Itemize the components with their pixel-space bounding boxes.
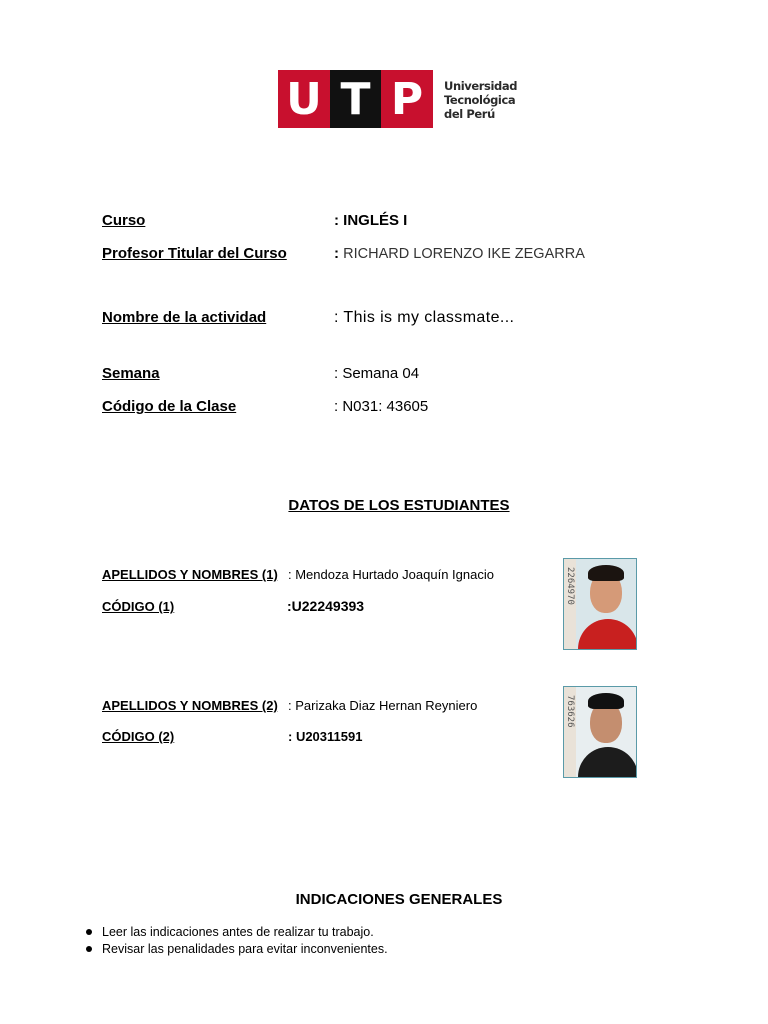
student-2-photo-shirt (578, 747, 637, 778)
student-1-photo-hair (588, 565, 624, 581)
class-code-label: Código de la Clase (102, 398, 237, 415)
instructions-list (86, 924, 388, 958)
bullet-dot-icon (86, 929, 92, 935)
students-section-title: DATOS DE LOS ESTUDIANTES (288, 497, 510, 514)
teacher-label: Profesor Titular del Curso (102, 245, 287, 262)
student-1-name-value: : Mendoza Hurtado Joaquín Ignacio (288, 567, 494, 582)
instruction-text: Leer las indicaciones antes de realizar tu trabajo. (102, 925, 374, 939)
student-2-name-value: : Parizaka Diaz Hernan Reyniero (288, 698, 478, 713)
logo-name-line-2: Tecnológica (444, 93, 516, 107)
instruction-item (86, 924, 388, 941)
logo-letter-u: U (278, 70, 330, 128)
student-2-photo-stamp: 763626 (565, 695, 575, 728)
teacher-colon: : (334, 245, 339, 262)
instruction-item (86, 941, 388, 958)
student-2-name-label: APELLIDOS Y NOMBRES (2) (102, 698, 278, 713)
student-2-photo-stripe (564, 687, 576, 777)
week-value: : Semana 04 (334, 365, 420, 382)
instruction-text: Revisar las penalidades para evitar inconvenientes. (102, 942, 388, 956)
course-label: Curso (102, 212, 146, 229)
student-1-photo-stripe (564, 559, 576, 649)
activity-label: Nombre de la actividad (102, 309, 267, 326)
student-2-code-value: : U20311591 (288, 729, 363, 744)
utp-logo-mark (278, 70, 433, 128)
student-1-code-label: CÓDIGO (1) (102, 599, 175, 614)
teacher-value-row (334, 245, 585, 262)
student-2-photo-hair (588, 693, 624, 709)
instructions-section-title: INDICACIONES GENERALES (295, 891, 503, 908)
logo-letter-t: T (330, 70, 381, 128)
logo-letter-p: P (381, 70, 433, 128)
student-2-photo (563, 686, 637, 778)
student-1-code-value: :U22249393 (287, 598, 365, 614)
week-label: Semana (102, 365, 160, 382)
student-1-photo-stamp: 2264970 (565, 567, 575, 605)
student-1-photo (563, 558, 637, 650)
student-2-code-label: CÓDIGO (2) (102, 729, 175, 744)
student-1-photo-shirt (578, 619, 637, 650)
bullet-dot-icon (86, 946, 92, 952)
class-code-value: : N031: 43605 (334, 398, 429, 415)
utp-logo (278, 70, 524, 128)
logo-name-line-3: del Perú (444, 107, 495, 121)
activity-value: : This is my classmate... (334, 309, 515, 326)
course-value: : INGLÉS I (334, 212, 408, 229)
logo-university-name (444, 79, 517, 121)
student-1-name-label: APELLIDOS Y NOMBRES (1) (102, 567, 278, 582)
logo-name-line-1: Universidad (444, 79, 518, 93)
teacher-value: RICHARD LORENZO IKE ZEGARRA (343, 246, 585, 262)
